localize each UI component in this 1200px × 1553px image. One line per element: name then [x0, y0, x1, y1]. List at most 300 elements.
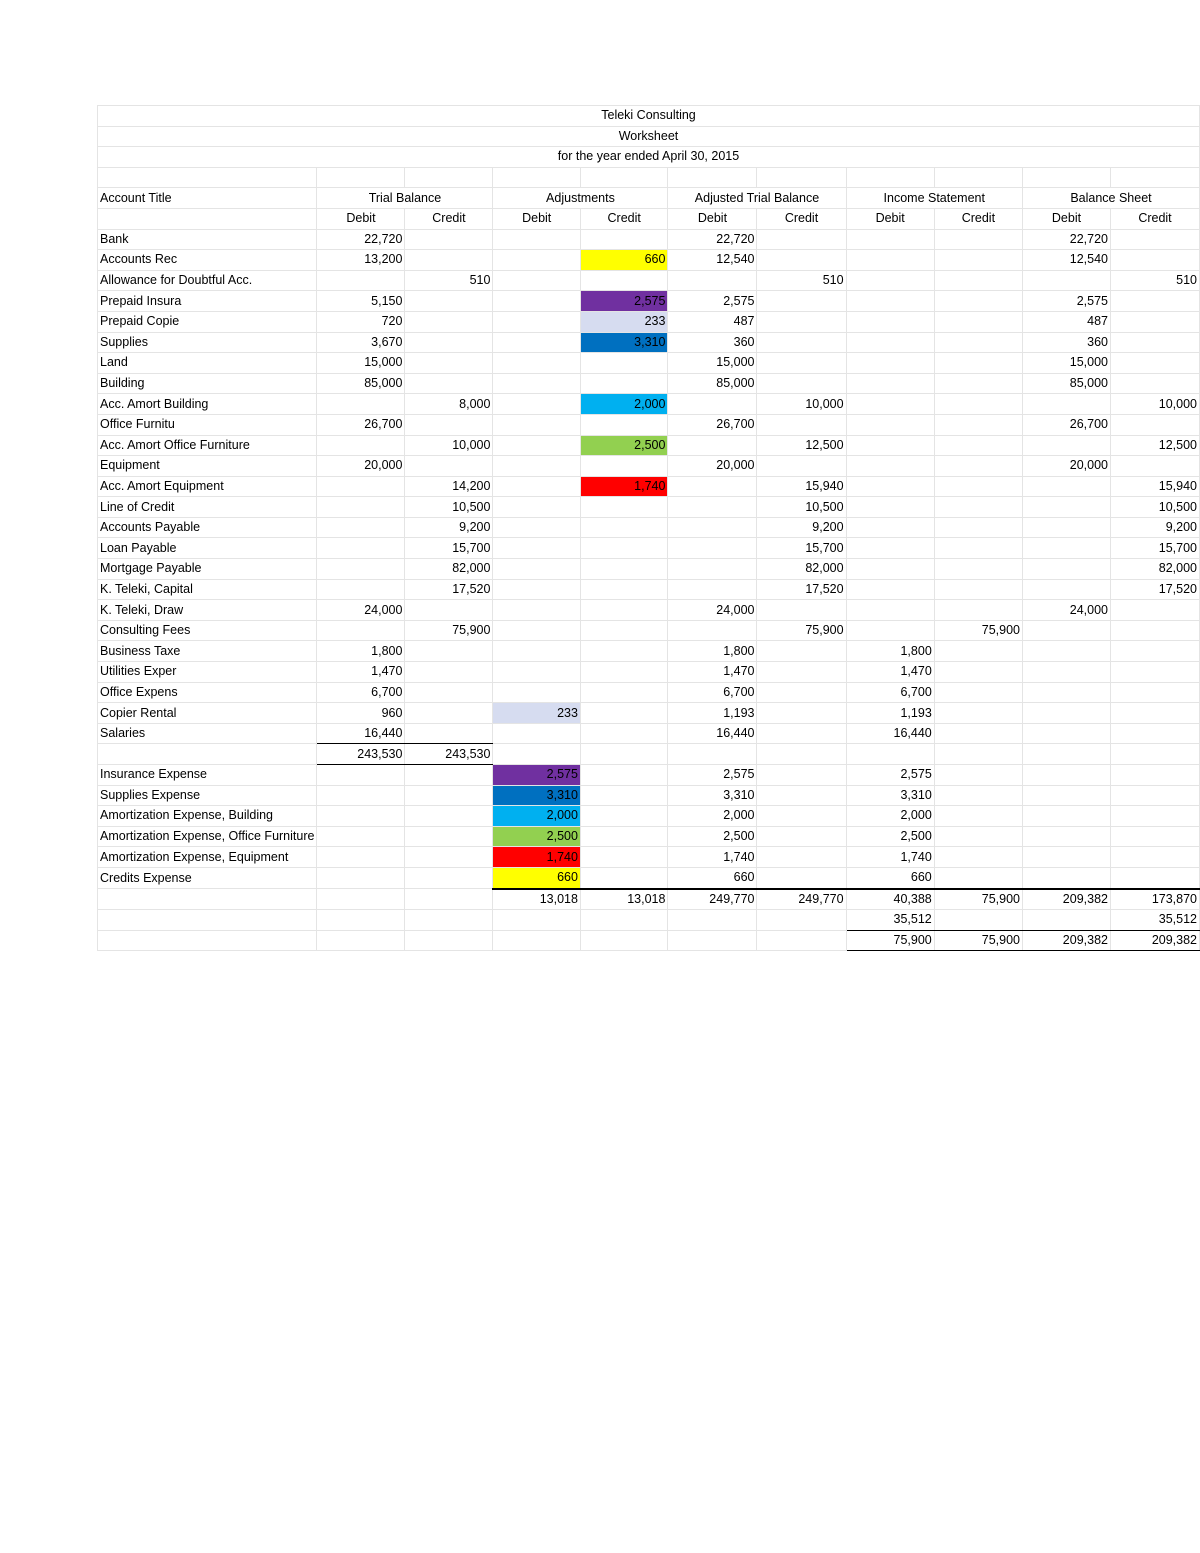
trial-debit-cell	[317, 910, 405, 931]
trial-credit-cell	[405, 889, 493, 910]
account-title-cell: Supplies Expense	[98, 785, 317, 806]
trial-debit-cell	[317, 930, 405, 951]
subheader-credit: Credit	[405, 208, 493, 229]
table-row	[98, 641, 1200, 662]
adj-credit-cell	[580, 538, 667, 559]
adj-debit-cell	[493, 414, 580, 435]
adj-credit-cell	[580, 641, 667, 662]
atb-debit-cell	[668, 517, 757, 538]
account-title-cell	[98, 930, 317, 951]
account-title-cell: Allowance for Doubtful Acc.	[98, 270, 317, 291]
adj-debit-cell	[493, 723, 580, 744]
adj-credit-cell	[580, 517, 667, 538]
is-debit-cell: 1,740	[846, 847, 934, 868]
is-credit-cell	[934, 703, 1022, 724]
bs-debit-cell	[1022, 662, 1110, 683]
bs-debit-cell: 360	[1022, 332, 1110, 353]
account-title-cell: Office Furnitu	[98, 414, 317, 435]
is-credit-cell	[934, 744, 1022, 765]
atb-credit-cell: 510	[757, 270, 846, 291]
atb-debit-cell: 487	[668, 311, 757, 332]
trial-debit-cell	[317, 559, 405, 580]
trial-credit-cell: 9,200	[405, 517, 493, 538]
account-title-cell: Office Expens	[98, 682, 317, 703]
account-title-cell: Credits Expense	[98, 867, 317, 888]
is-credit-cell	[934, 641, 1022, 662]
trial-debit-cell: 20,000	[317, 456, 405, 477]
atb-debit-cell	[668, 744, 757, 765]
bs-debit-cell	[1022, 270, 1110, 291]
account-title-cell: Insurance Expense	[98, 765, 317, 786]
account-title-cell: Amortization Expense, Building	[98, 806, 317, 827]
atb-credit-cell: 15,700	[757, 538, 846, 559]
account-title-cell: K. Teleki, Draw	[98, 600, 317, 621]
trial-debit-cell	[317, 538, 405, 559]
trial-credit-cell	[405, 806, 493, 827]
atb-credit-cell	[757, 414, 846, 435]
adj-credit-cell	[580, 847, 667, 868]
is-credit-cell	[934, 538, 1022, 559]
title-row	[98, 126, 1200, 147]
bs-credit-cell	[1110, 291, 1199, 312]
is-credit-cell	[934, 517, 1022, 538]
bs-debit-cell: 24,000	[1022, 600, 1110, 621]
adj-debit-cell: 1,740	[493, 847, 580, 868]
subheader-cell	[98, 208, 317, 229]
bs-debit-cell	[1022, 497, 1110, 518]
title-row	[98, 106, 1200, 127]
trial-debit-cell	[317, 517, 405, 538]
table-row	[98, 765, 1200, 786]
table-row	[98, 311, 1200, 332]
bs-debit-cell: 12,540	[1022, 250, 1110, 271]
adj-credit-cell	[580, 682, 667, 703]
table-row	[98, 703, 1200, 724]
atb-credit-cell	[757, 806, 846, 827]
account-title-cell: Business Taxe	[98, 641, 317, 662]
bs-debit-cell	[1022, 847, 1110, 868]
account-title-cell: Amortization Expense, Office Furniture	[98, 826, 317, 847]
bs-debit-cell	[1022, 723, 1110, 744]
atb-credit-cell: 82,000	[757, 559, 846, 580]
table-row	[98, 723, 1200, 744]
is-credit-cell	[934, 600, 1022, 621]
trial-credit-cell: 14,200	[405, 476, 493, 497]
trial-credit-cell	[405, 723, 493, 744]
table-row	[98, 930, 1200, 951]
atb-credit-cell	[757, 229, 846, 250]
bs-credit-cell	[1110, 703, 1199, 724]
trial-credit-cell	[405, 373, 493, 394]
trial-debit-cell: 85,000	[317, 373, 405, 394]
atb-credit-cell	[757, 765, 846, 786]
adj-debit-cell	[493, 620, 580, 641]
adj-debit-cell	[493, 930, 580, 951]
adj-debit-cell: 2,500	[493, 826, 580, 847]
bs-credit-cell: 82,000	[1110, 559, 1199, 580]
atb-credit-cell: 10,000	[757, 394, 846, 415]
trial-credit-cell	[405, 847, 493, 868]
bs-credit-cell: 173,870	[1110, 889, 1199, 910]
atb-credit-cell	[757, 723, 846, 744]
adj-credit-cell: 1,740	[580, 476, 667, 497]
table-row	[98, 662, 1200, 683]
adj-credit-cell	[580, 414, 667, 435]
account-title-cell: Prepaid Insura	[98, 291, 317, 312]
atb-debit-cell: 20,000	[668, 456, 757, 477]
bs-debit-cell	[1022, 703, 1110, 724]
atb-credit-cell	[757, 250, 846, 271]
account-title-cell: Acc. Amort Equipment	[98, 476, 317, 497]
document-title: Worksheet	[98, 126, 1200, 147]
trial-credit-cell	[405, 250, 493, 271]
atb-credit-cell	[757, 456, 846, 477]
trial-credit-cell	[405, 311, 493, 332]
is-debit-cell: 2,000	[846, 806, 934, 827]
account-title-cell: Utilities Exper	[98, 662, 317, 683]
account-title-cell: Prepaid Copie	[98, 311, 317, 332]
subheader-credit: Credit	[757, 208, 846, 229]
trial-credit-cell	[405, 910, 493, 931]
bs-credit-cell	[1110, 229, 1199, 250]
account-title-cell: Accounts Payable	[98, 517, 317, 538]
adj-debit-cell: 660	[493, 867, 580, 888]
is-debit-cell	[846, 291, 934, 312]
adj-credit-cell	[580, 579, 667, 600]
adj-debit-cell	[493, 291, 580, 312]
table-row	[98, 600, 1200, 621]
trial-credit-cell	[405, 930, 493, 951]
bs-debit-cell: 85,000	[1022, 373, 1110, 394]
atb-credit-cell	[757, 373, 846, 394]
adj-credit-cell: 3,310	[580, 332, 667, 353]
bs-debit-cell	[1022, 476, 1110, 497]
table-row	[98, 806, 1200, 827]
adj-debit-cell	[493, 910, 580, 931]
trial-debit-cell: 720	[317, 311, 405, 332]
subheader-debit: Debit	[668, 208, 757, 229]
adj-credit-cell	[580, 806, 667, 827]
table-row	[98, 497, 1200, 518]
atb-credit-cell	[757, 847, 846, 868]
bs-debit-cell: 487	[1022, 311, 1110, 332]
atb-debit-cell: 15,000	[668, 353, 757, 374]
trial-credit-cell: 82,000	[405, 559, 493, 580]
is-debit-cell: 35,512	[846, 910, 934, 931]
trial-credit-cell	[405, 229, 493, 250]
atb-credit-cell	[757, 867, 846, 888]
trial-debit-cell: 26,700	[317, 414, 405, 435]
adj-debit-cell	[493, 600, 580, 621]
adj-credit-cell	[580, 723, 667, 744]
is-credit-cell	[934, 476, 1022, 497]
subheader-credit: Credit	[1110, 208, 1199, 229]
adj-debit-cell	[493, 559, 580, 580]
is-credit-cell	[934, 723, 1022, 744]
atb-credit-cell: 15,940	[757, 476, 846, 497]
table-row	[98, 889, 1200, 910]
is-debit-cell	[846, 270, 934, 291]
atb-debit-cell	[668, 270, 757, 291]
account-title-cell: Amortization Expense, Equipment	[98, 847, 317, 868]
bs-debit-cell: 26,700	[1022, 414, 1110, 435]
subheader-credit: Credit	[580, 208, 667, 229]
account-title-cell: Acc. Amort Office Furniture	[98, 435, 317, 456]
adj-debit-cell	[493, 476, 580, 497]
adj-debit-cell	[493, 641, 580, 662]
bs-credit-cell	[1110, 765, 1199, 786]
is-debit-cell	[846, 456, 934, 477]
trial-credit-cell	[405, 682, 493, 703]
bs-debit-cell	[1022, 538, 1110, 559]
adj-credit-cell	[580, 229, 667, 250]
is-debit-cell	[846, 497, 934, 518]
atb-debit-cell: 16,440	[668, 723, 757, 744]
bs-debit-cell	[1022, 765, 1110, 786]
atb-debit-cell: 26,700	[668, 414, 757, 435]
trial-credit-cell: 10,000	[405, 435, 493, 456]
adj-credit-cell	[580, 867, 667, 888]
table-row	[98, 517, 1200, 538]
is-debit-cell	[846, 600, 934, 621]
adj-debit-cell: 2,575	[493, 765, 580, 786]
adj-credit-cell	[580, 930, 667, 951]
is-debit-cell: 40,388	[846, 889, 934, 910]
trial-debit-cell	[317, 806, 405, 827]
adj-debit-cell	[493, 497, 580, 518]
bs-debit-cell	[1022, 559, 1110, 580]
atb-debit-cell: 3,310	[668, 785, 757, 806]
company-name: Teleki Consulting	[98, 106, 1200, 127]
adj-credit-cell: 2,500	[580, 435, 667, 456]
bs-credit-cell: 10,500	[1110, 497, 1199, 518]
trial-credit-cell: 10,500	[405, 497, 493, 518]
adj-credit-cell	[580, 270, 667, 291]
period-label: for the year ended April 30, 2015	[98, 147, 1200, 168]
trial-balance-header: Trial Balance	[317, 188, 493, 209]
atb-debit-cell: 1,800	[668, 641, 757, 662]
trial-debit-cell: 1,470	[317, 662, 405, 683]
adj-debit-cell	[493, 353, 580, 374]
is-debit-cell	[846, 229, 934, 250]
table-row	[98, 394, 1200, 415]
table-row	[98, 559, 1200, 580]
atb-credit-cell: 17,520	[757, 579, 846, 600]
trial-debit-cell: 960	[317, 703, 405, 724]
is-credit-cell	[934, 414, 1022, 435]
atb-debit-cell: 6,700	[668, 682, 757, 703]
is-credit-cell: 75,900	[934, 930, 1022, 951]
trial-debit-cell	[317, 847, 405, 868]
bs-credit-cell	[1110, 785, 1199, 806]
account-title-cell: Bank	[98, 229, 317, 250]
table-row	[98, 682, 1200, 703]
bs-credit-cell	[1110, 311, 1199, 332]
trial-debit-cell: 5,150	[317, 291, 405, 312]
account-title-cell: Acc. Amort Building	[98, 394, 317, 415]
atb-credit-cell	[757, 291, 846, 312]
bs-debit-cell	[1022, 435, 1110, 456]
is-credit-cell	[934, 311, 1022, 332]
adj-debit-cell	[493, 662, 580, 683]
bs-debit-cell	[1022, 785, 1110, 806]
trial-credit-cell	[405, 641, 493, 662]
table-row	[98, 620, 1200, 641]
adj-credit-cell: 233	[580, 311, 667, 332]
bs-credit-cell	[1110, 600, 1199, 621]
is-credit-cell	[934, 250, 1022, 271]
bs-credit-cell	[1110, 847, 1199, 868]
trial-debit-cell	[317, 765, 405, 786]
bs-debit-cell	[1022, 641, 1110, 662]
is-credit-cell	[934, 435, 1022, 456]
table-row	[98, 353, 1200, 374]
table-row	[98, 373, 1200, 394]
atb-debit-cell	[668, 579, 757, 600]
account-title-cell: Building	[98, 373, 317, 394]
is-debit-cell	[846, 538, 934, 559]
is-debit-cell	[846, 394, 934, 415]
bs-debit-cell: 2,575	[1022, 291, 1110, 312]
is-debit-cell	[846, 332, 934, 353]
trial-credit-cell: 243,530	[405, 744, 493, 765]
adjustments-header: Adjustments	[493, 188, 668, 209]
subheader-debit: Debit	[1022, 208, 1110, 229]
atb-credit-cell	[757, 826, 846, 847]
is-credit-cell	[934, 456, 1022, 477]
bs-credit-cell	[1110, 662, 1199, 683]
subheader-row	[98, 208, 1200, 229]
atb-debit-cell: 24,000	[668, 600, 757, 621]
adj-credit-cell	[580, 703, 667, 724]
trial-credit-cell	[405, 414, 493, 435]
atb-credit-cell	[757, 744, 846, 765]
trial-credit-cell: 15,700	[405, 538, 493, 559]
adj-credit-cell	[580, 910, 667, 931]
table-row	[98, 291, 1200, 312]
trial-credit-cell	[405, 353, 493, 374]
is-debit-cell	[846, 373, 934, 394]
trial-debit-cell: 243,530	[317, 744, 405, 765]
is-debit-cell	[846, 250, 934, 271]
account-title-cell: Line of Credit	[98, 497, 317, 518]
atb-debit-cell	[668, 435, 757, 456]
adj-debit-cell: 3,310	[493, 785, 580, 806]
atb-debit-cell: 2,575	[668, 291, 757, 312]
is-credit-cell	[934, 867, 1022, 888]
bs-credit-cell	[1110, 456, 1199, 477]
atb-debit-cell	[668, 538, 757, 559]
is-debit-cell: 1,800	[846, 641, 934, 662]
adj-debit-cell: 13,018	[493, 889, 580, 910]
bs-debit-cell: 209,382	[1022, 889, 1110, 910]
trial-debit-cell	[317, 620, 405, 641]
is-credit-cell	[934, 806, 1022, 827]
bs-debit-cell: 15,000	[1022, 353, 1110, 374]
is-debit-cell: 3,310	[846, 785, 934, 806]
account-title-cell: K. Teleki, Capital	[98, 579, 317, 600]
bs-debit-cell: 209,382	[1022, 930, 1110, 951]
atb-debit-cell: 360	[668, 332, 757, 353]
bs-debit-cell	[1022, 682, 1110, 703]
is-credit-cell: 75,900	[934, 889, 1022, 910]
table-row	[98, 414, 1200, 435]
adj-credit-cell	[580, 620, 667, 641]
atb-credit-cell	[757, 682, 846, 703]
bs-debit-cell	[1022, 579, 1110, 600]
bs-debit-cell	[1022, 620, 1110, 641]
adj-debit-cell	[493, 456, 580, 477]
trial-debit-cell	[317, 867, 405, 888]
atb-credit-cell: 9,200	[757, 517, 846, 538]
table-row	[98, 476, 1200, 497]
trial-debit-cell	[317, 826, 405, 847]
trial-credit-cell: 75,900	[405, 620, 493, 641]
account-title-cell: Loan Payable	[98, 538, 317, 559]
adj-credit-cell	[580, 826, 667, 847]
adj-debit-cell	[493, 538, 580, 559]
adj-debit-cell	[493, 744, 580, 765]
subheader-debit: Debit	[493, 208, 580, 229]
trial-credit-cell	[405, 765, 493, 786]
income-statement-header: Income Statement	[846, 188, 1022, 209]
trial-debit-cell	[317, 476, 405, 497]
atb-credit-cell: 10,500	[757, 497, 846, 518]
trial-credit-cell	[405, 826, 493, 847]
bs-credit-cell: 15,700	[1110, 538, 1199, 559]
table-row	[98, 229, 1200, 250]
bs-debit-cell	[1022, 394, 1110, 415]
account-title-cell	[98, 910, 317, 931]
subheader-debit: Debit	[846, 208, 934, 229]
trial-credit-cell: 8,000	[405, 394, 493, 415]
bs-credit-cell	[1110, 620, 1199, 641]
account-title-cell: Salaries	[98, 723, 317, 744]
atb-debit-cell	[668, 559, 757, 580]
subheader-debit: Debit	[317, 208, 405, 229]
account-title-cell	[98, 744, 317, 765]
bs-credit-cell	[1110, 641, 1199, 662]
is-debit-cell	[846, 559, 934, 580]
trial-credit-cell	[405, 456, 493, 477]
is-credit-cell	[934, 332, 1022, 353]
group-header-row	[98, 188, 1200, 209]
trial-debit-cell: 16,440	[317, 723, 405, 744]
is-debit-cell: 6,700	[846, 682, 934, 703]
table-row	[98, 826, 1200, 847]
bs-credit-cell: 35,512	[1110, 910, 1199, 931]
bs-credit-cell	[1110, 682, 1199, 703]
atb-debit-cell	[668, 497, 757, 518]
subheader-credit: Credit	[934, 208, 1022, 229]
adj-debit-cell	[493, 394, 580, 415]
table-row	[98, 910, 1200, 931]
atb-credit-cell	[757, 353, 846, 374]
bs-debit-cell	[1022, 867, 1110, 888]
worksheet-table	[97, 105, 1200, 951]
atb-credit-cell	[757, 785, 846, 806]
is-debit-cell: 660	[846, 867, 934, 888]
is-credit-cell	[934, 270, 1022, 291]
atb-credit-cell	[757, 703, 846, 724]
account-title-cell: Equipment	[98, 456, 317, 477]
adj-credit-cell	[580, 662, 667, 683]
is-debit-cell: 1,470	[846, 662, 934, 683]
trial-credit-cell: 510	[405, 270, 493, 291]
adj-debit-cell: 2,000	[493, 806, 580, 827]
trial-debit-cell: 1,800	[317, 641, 405, 662]
adj-credit-cell	[580, 559, 667, 580]
